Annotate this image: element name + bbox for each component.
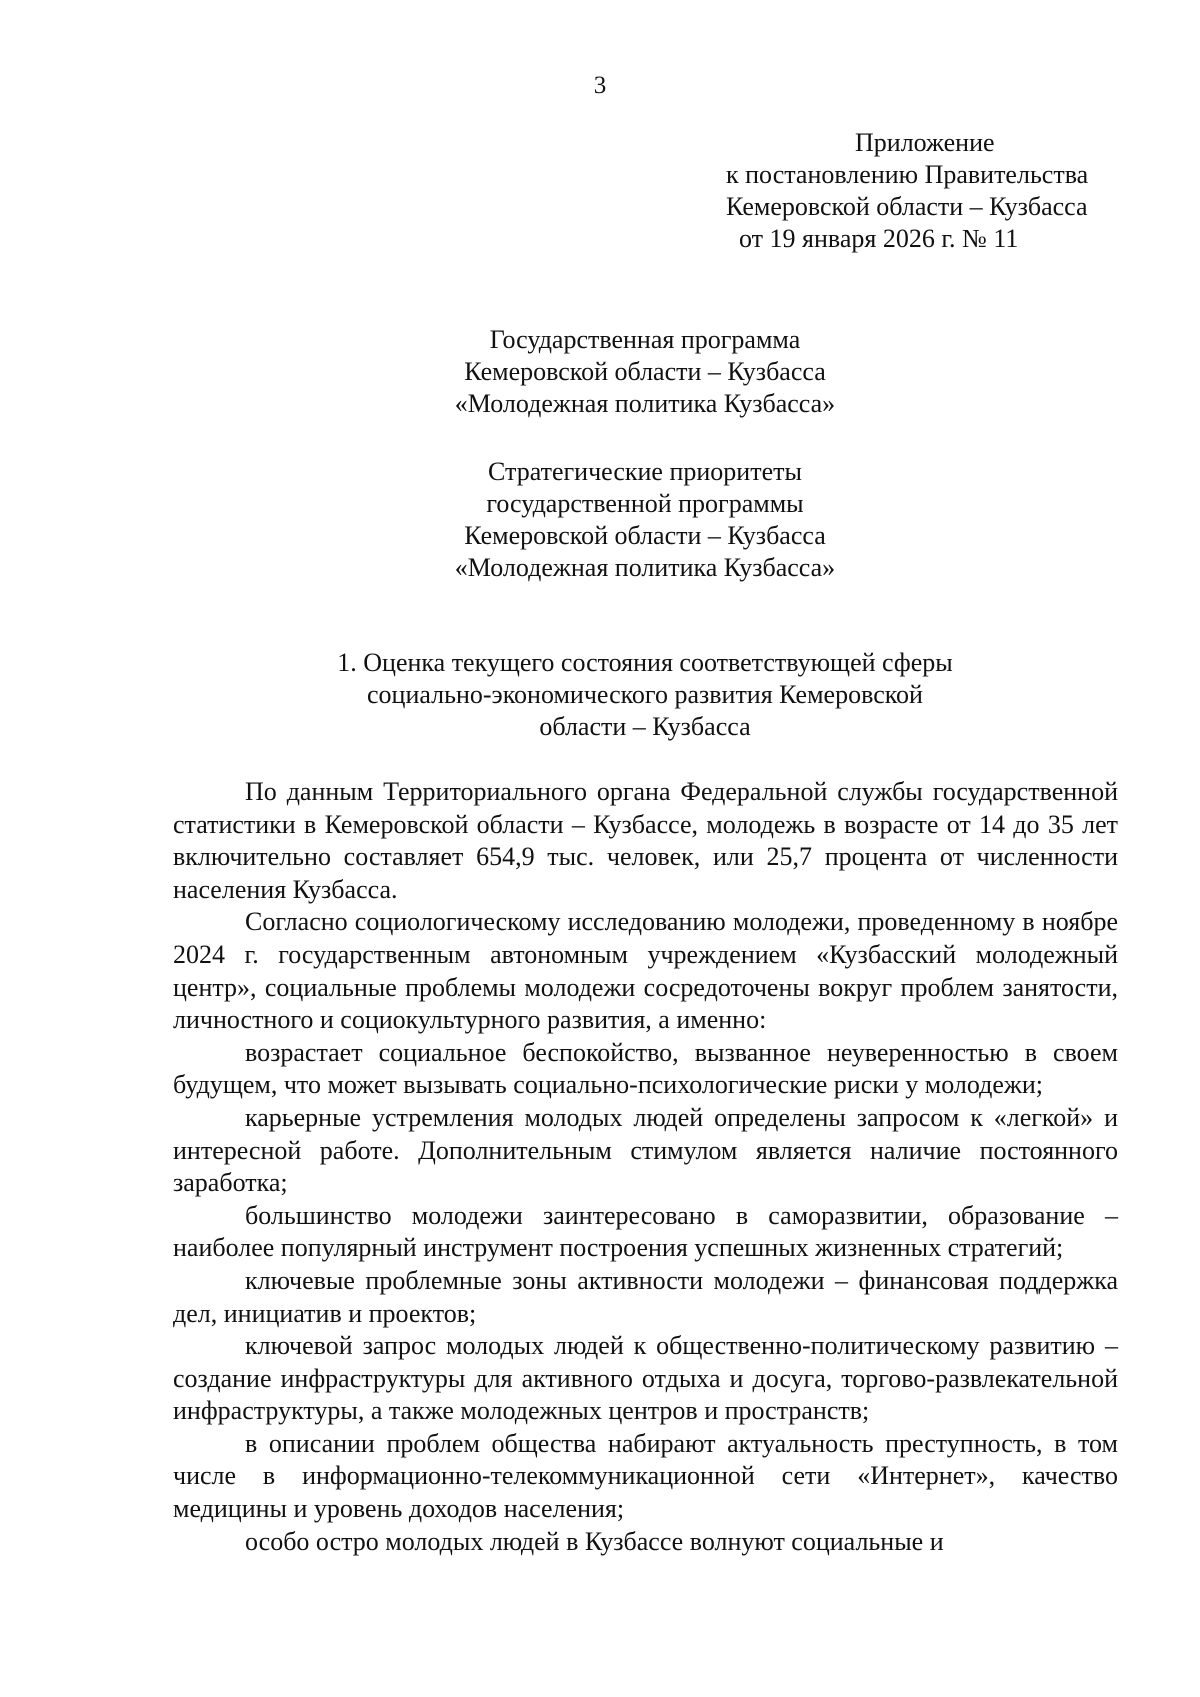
- program-title-line-3: «Молодежная политика Кузбасса»: [454, 389, 836, 418]
- appendix-header: [726, 127, 1088, 255]
- paragraph: Согласно социологическому исследованию молодежи, проведенному в ноябре 2024 г. государственным автономным учреждением «Кузбасский молодежный центр», социальные проблемы молодежи сосредоточены вокруг проблем занятости, личностного и социокультурного развития, а именно:: [173, 907, 1118, 1035]
- paragraph: особо остро молодых людей в Кузбассе волнуют социальные и: [245, 1526, 944, 1556]
- page-number: 3: [593, 72, 607, 99]
- priorities-title-line-3: Кемеровской области – Кузбасса: [464, 521, 826, 550]
- program-title: [0, 324, 1200, 420]
- body-text: [173, 776, 1118, 1558]
- program-title-line-2: Кемеровской области – Кузбасса: [464, 357, 826, 386]
- appendix-line-3: Кемеровской области – Кузбасса: [726, 192, 1088, 221]
- priorities-title-line-2: государственной программы: [486, 489, 804, 518]
- appendix-line-4: от 19 января 2026 г. № 11: [739, 224, 1019, 253]
- paragraph: в описании проблем общества набирают актуальность преступность, в том числе в информационно-телекоммуникационной сети «Интернет», качество медицины и уровень доходов населения;: [173, 1428, 1118, 1524]
- section-heading: [0, 647, 1200, 743]
- program-title-line-1: Государственная программа: [489, 325, 801, 354]
- priorities-title-line-1: Стратегические приоритеты: [488, 457, 802, 486]
- paragraph: возрастает социальное беспокойство, вызванное неуверенностью в своем будущем, что может вызывать социально-психологические риски у молодежи;: [173, 1037, 1118, 1100]
- section-heading-line-3: области – Кузбасса: [539, 712, 751, 741]
- paragraph: карьерные устремления молодых людей определены запросом к «легкой» и интересной работе. Дополнительным стимулом является наличие постоянного заработка;: [173, 1102, 1118, 1198]
- section-heading-line-1: 1. Оценка текущего состояния соответствующей сферы: [337, 648, 953, 677]
- priorities-title: [0, 456, 1200, 584]
- section-heading-line-2: социально-экономического развития Кемеровской: [367, 680, 923, 709]
- appendix-line-1: Приложение: [855, 128, 995, 157]
- paragraph: По данным Территориального органа Федеральной службы государственной статистики в Кемеровской области – Кузбассе, молодежь в возрасте от 14 до 35 лет включительно составляет 654,9 тыс. человек, или 25,7 процента от численности населения Кузбасса.: [173, 777, 1118, 904]
- appendix-line-2: к постановлению Правительства: [726, 160, 1089, 189]
- paragraph: большинство молодежи заинтересовано в саморазвитии, образование – наиболее популярный инструмент построения успешных жизненных стратегий;: [173, 1200, 1118, 1263]
- priorities-title-line-4: «Молодежная политика Кузбасса»: [454, 553, 836, 582]
- paragraph: ключевой запрос молодых людей к общественно-политическому развитию – создание инфраструктуры для активного отдыха и досуга, торгово-развлекательной инфраструктуры, а также молодежных центров и пространств;: [173, 1331, 1118, 1426]
- paragraph: ключевые проблемные зоны активности молодежи – финансовая поддержка дел, инициатив и проектов;: [173, 1265, 1118, 1328]
